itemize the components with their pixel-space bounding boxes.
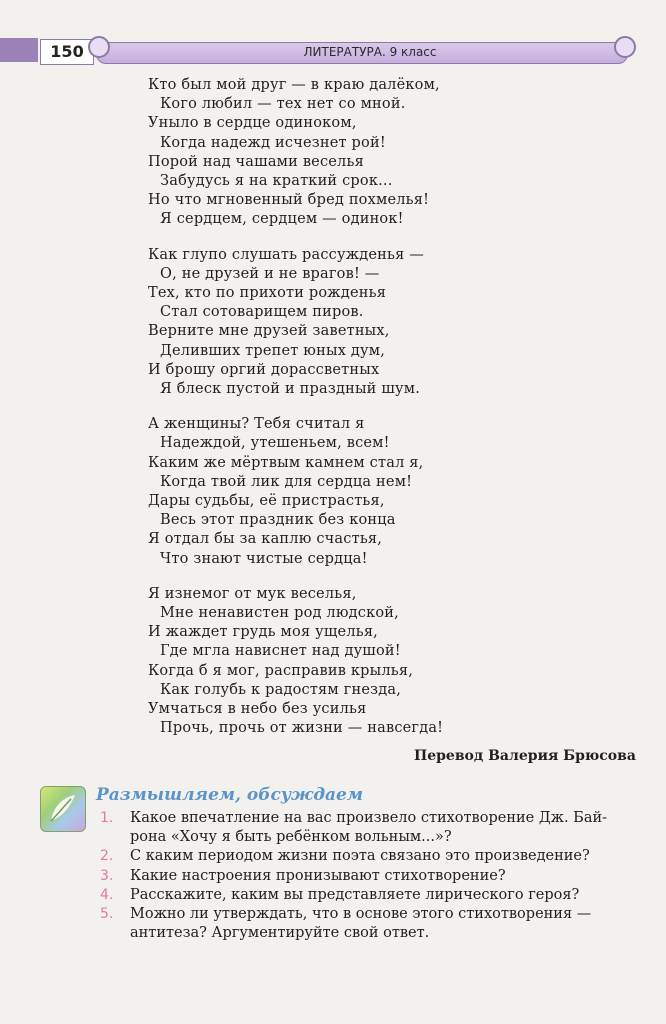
scroll-curl-left	[88, 36, 110, 58]
scroll-curl-right	[614, 36, 636, 58]
question-text	[130, 809, 656, 847]
poem-line: Но что мгновенный бред похмелья!	[148, 192, 430, 209]
stanza	[148, 246, 618, 400]
page-header	[0, 34, 666, 68]
question-item	[96, 905, 656, 943]
poem-line: Когда надежд исчезнет рой!	[160, 134, 386, 151]
question-text	[130, 886, 656, 905]
question-number: 2.	[100, 848, 114, 865]
book-title: ЛИТЕРАТУРА. 9 класс	[303, 45, 437, 59]
question-text	[130, 905, 656, 943]
poem-line: Надеждой, утешеньем, всем!	[160, 435, 390, 452]
question-number: 3.	[100, 867, 114, 884]
question-line: Расскажите, каким вы представляете лирического героя?	[130, 886, 580, 903]
stanza	[148, 76, 618, 230]
poem-line: Порой над чашами веселья	[148, 153, 364, 170]
poem-line: И жаждет грудь моя ущелья,	[148, 624, 378, 641]
poem-line: Мне ненавистен род людской,	[160, 605, 399, 622]
poem-line: Где мгла нависнет над душой!	[160, 643, 401, 660]
questions-list	[96, 809, 656, 943]
poem-line: Деливших трепет юных дум,	[160, 342, 386, 359]
question-number: 1.	[100, 810, 114, 826]
question-text	[130, 867, 656, 886]
book-leaf-icon	[40, 786, 86, 832]
question-item	[96, 847, 656, 866]
poem-line: Кого любил — тех нет со мной.	[160, 96, 406, 113]
poem-line: Что знают чистые сердца!	[160, 550, 368, 567]
poem-line: Я отдал бы за каплю счастья,	[148, 531, 383, 548]
page-number: 150	[40, 39, 94, 65]
poem-line: О, не друзей и не врагов! —	[160, 265, 380, 282]
stanza	[148, 585, 618, 739]
poem-line: Как глупо слушать рассужденья —	[148, 246, 424, 263]
poem-line: И брошу оргий дорассветных	[148, 361, 380, 378]
poem-line: Я сердцем, сердцем — одинок!	[160, 211, 404, 228]
question-line: Можно ли утверждать, что в основе этого стихотворения —	[130, 906, 592, 923]
poem-line: Когда твой лик для сердца нем!	[160, 473, 413, 490]
question-number: 4.	[100, 886, 114, 903]
poem-line: Когда б я мог, расправив крылья,	[148, 662, 414, 679]
poem-line: Я блеск пустой и праздный шум.	[160, 381, 421, 398]
poem-line: Тех, кто по прихоти рожденья	[148, 285, 387, 302]
stanza	[148, 415, 618, 569]
poem-line: Умчаться в небо без усилья	[148, 701, 367, 718]
question-line: антитеза? Аргументируйте свой ответ.	[130, 925, 430, 942]
section-title: Размышляем, обсуждаем	[96, 785, 364, 805]
question-number: 5.	[100, 906, 114, 923]
question-line: рона «Хочу я быть ребёнком вольным...»?	[130, 829, 452, 846]
poem-line: Я изнемог от мук веселья,	[148, 585, 357, 602]
poem-line: Верните мне друзей заветных,	[148, 323, 390, 340]
poem-line: Забудусь я на краткий срок...	[160, 173, 393, 190]
question-line: Какие настроения пронизывают стихотворение?	[130, 867, 506, 884]
question-line: Какое впечатление на вас произвело стихотворение Дж. Бай-	[130, 810, 608, 826]
poem	[148, 76, 618, 755]
question-text	[130, 847, 656, 866]
question-item	[96, 886, 656, 905]
question-line: С каким периодом жизни поэта связано это произведение?	[130, 848, 590, 865]
poem-line: Каким же мёртвым камнем стал я,	[148, 454, 424, 471]
poem-line: Прочь, прочь от жизни — навсегда!	[160, 720, 444, 737]
poem-line: Как голубь к радостям гнезда,	[160, 681, 402, 698]
question-item	[96, 867, 656, 886]
poem-line: Весь этот праздник без конца	[160, 512, 396, 529]
poem-line: Дары судьбы, её пристрастья,	[148, 493, 385, 510]
poem-line: Кто был мой друг — в краю далёком,	[148, 77, 440, 93]
question-item	[96, 809, 656, 847]
poem-line: Уныло в сердце одиноком,	[148, 115, 357, 132]
translator-credit: Перевод Валерия Брюсова	[414, 748, 636, 764]
poem-line: Стал сотоварищем пиров.	[160, 304, 364, 321]
header-color-tab	[0, 38, 38, 62]
poem-line: А женщины? Тебя считал я	[148, 416, 365, 433]
